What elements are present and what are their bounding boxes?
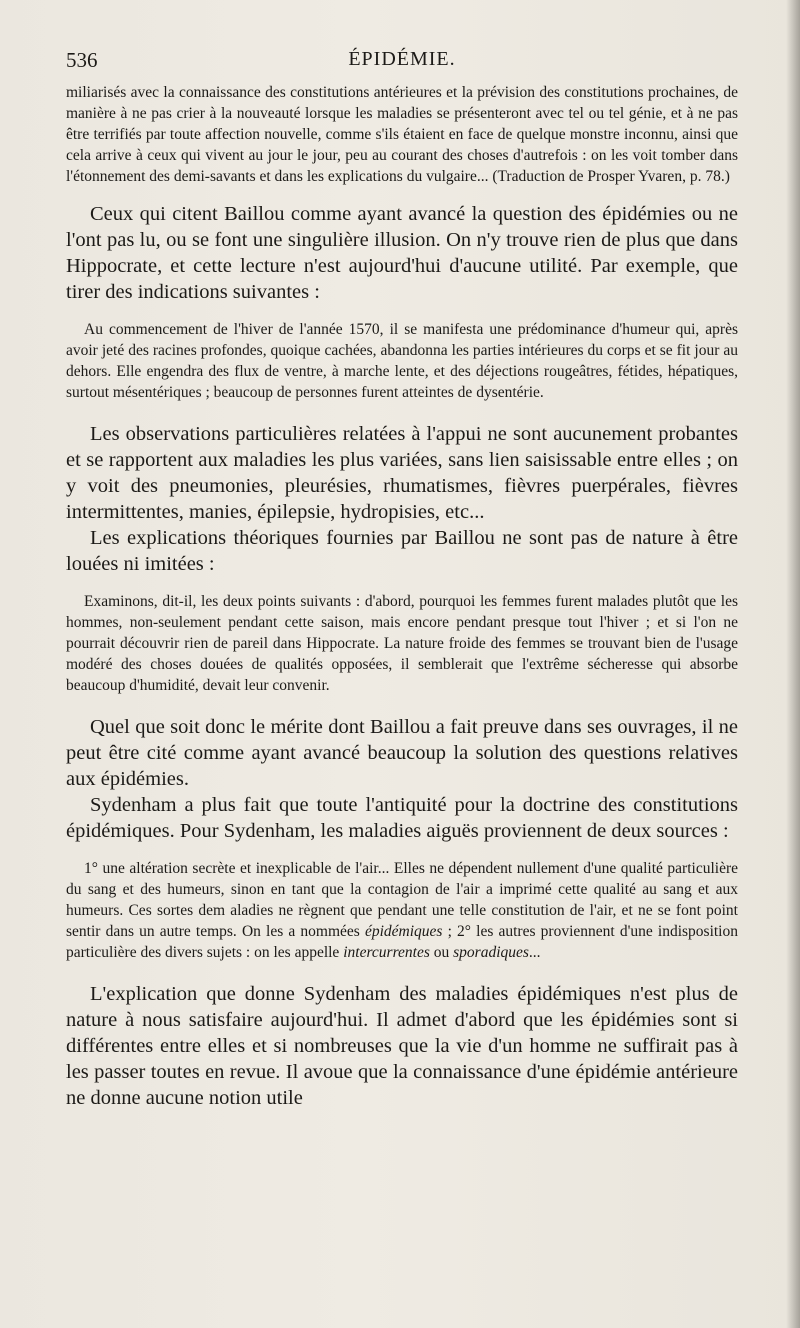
quote-4-part-5: ou (429, 944, 454, 961)
term-epidemiques: épidémiques (364, 923, 443, 940)
quote-block-2: Au commencement de l'hiver de l'année 1570, il se manifesta une prédominance d'humeur qui, après avoir jeté des racines profondes, quoique cachées, abandonna les parties intérieures du corps et se fit jour au dehors. Elle engendra des flux de ventre, à marche lente, et des déjections rougeâtres, fétides, hépatiques, surtout mésentériques ; beaucoup de personnes furent atteintes de dysentérie. (66, 321, 738, 401)
term-sporadiques: sporadiques (453, 944, 529, 961)
paragraph-2: Les observations particulières relatées à l'appui ne sont aucunement probantes et se rapportent aux maladies les plus variées, sans lien saisissable entre elles ; on y voit des pneumonies, pleurésies, rhumatismes, fièvres puerpérales, fièvres intermittentes, manies, épilepsie, hydropisies, etc... (66, 423, 738, 523)
running-head: ÉPIDÉMIE. (348, 48, 456, 70)
paragraph-4: Quel que soit donc le mérite dont Baillou a fait preuve dans ses ouvrages, il ne peut être cité comme ayant avancé beaucoup la solution des questions relatives aux épidémies. (66, 716, 738, 790)
paragraph-5: Sydenham a plus fait que toute l'antiquité pour la doctrine des constitutions épidémiques. Pour Sydenham, les maladies aiguës proviennent de deux sources : (66, 794, 738, 842)
page-number: 536 (66, 48, 98, 72)
quote-block-1: miliarisés avec la connaissance des constitutions antérieures et la prévision des constitutions prochaines, de manière à ne pas crier à la nouveauté lorsque les maladies se présenteront avec tel ou tel génie, et à ne pas être terrifiés par toute affection nouvelle, comme s'ils étaient en face de quelque monstre inconnu, ainsi que cela arrive à ceux qui vivent au jour le jour, peu au courant des choses d'autrefois : on les voit tomber dans l'étonnement des demi-savants et dans les explications du vulgaire... (Traduction de Prosper Yvaren, p. 78.) (66, 84, 738, 185)
quote-4-part-3: ; 2° les autres proviennent d'une indisposition particulière des divers sujets : on les appelle (66, 923, 738, 961)
paragraph-1: Ceux qui citent Baillou comme ayant avancé la question des épidémies ou ne l'ont pas lu, ou se font une singulière illusion. On n'y trouve rien de plus que dans Hippocrate, et cette lecture n'est aujourd'hui d'aucune utilité. Par exemple, que tirer des indications suivantes : (66, 203, 738, 303)
page-edge-shadow (786, 0, 800, 1328)
term-intercurrentes: intercurrentes (343, 944, 430, 961)
paragraph-6: L'explication que donne Sydenham des maladies épidémiques n'est plus de nature à nous satisfaire aujourd'hui. Il admet d'abord que les épidémies sont si différentes entre elles et si nombreuses que la vie d'un homme ne suffirait pas à les passer toutes en revue. Il avoue que la connaissance d'une épidémie antérieure ne donne aucune notion utile (66, 983, 738, 1109)
page-body (66, 82, 738, 1111)
quote-4-part-7: ... (528, 944, 541, 961)
page-header (66, 44, 738, 74)
paragraph-3: Les explications théoriques fournies par Baillou ne sont pas de nature à être louées ni imitées : (66, 527, 738, 575)
quote-block-4 (66, 858, 738, 963)
quote-4-part-1: 1° une altération secrète et inexplicable de l'air... Elles ne dépendent nullement d'une qualité particulière du sang et des humeurs, sinon en tant que la contagion de l'air a imprimé cette qualité au sang et aux humeurs. Ces sortes dem aladies ne règnent que pendant une telle constitution de l'air, et ne se font point sentir dans un autre temps. On les a nommées (66, 860, 738, 940)
quote-block-3: Examinons, dit-il, les deux points suivants : d'abord, pourquoi les femmes furent malades plutôt que les hommes, non-seulement pendant cette saison, mais encore pendant presque tout l'hiver ; et si l'on ne pourrait découvrir rien de pareil dans Hippocrate. La nature froide des femmes se trouvant bien de l'usage modéré des choses douées de qualités opposées, il semblerait que l'extrême sécheresse qui absorbe beaucoup d'humidité, devait leur convenir. (66, 593, 738, 694)
